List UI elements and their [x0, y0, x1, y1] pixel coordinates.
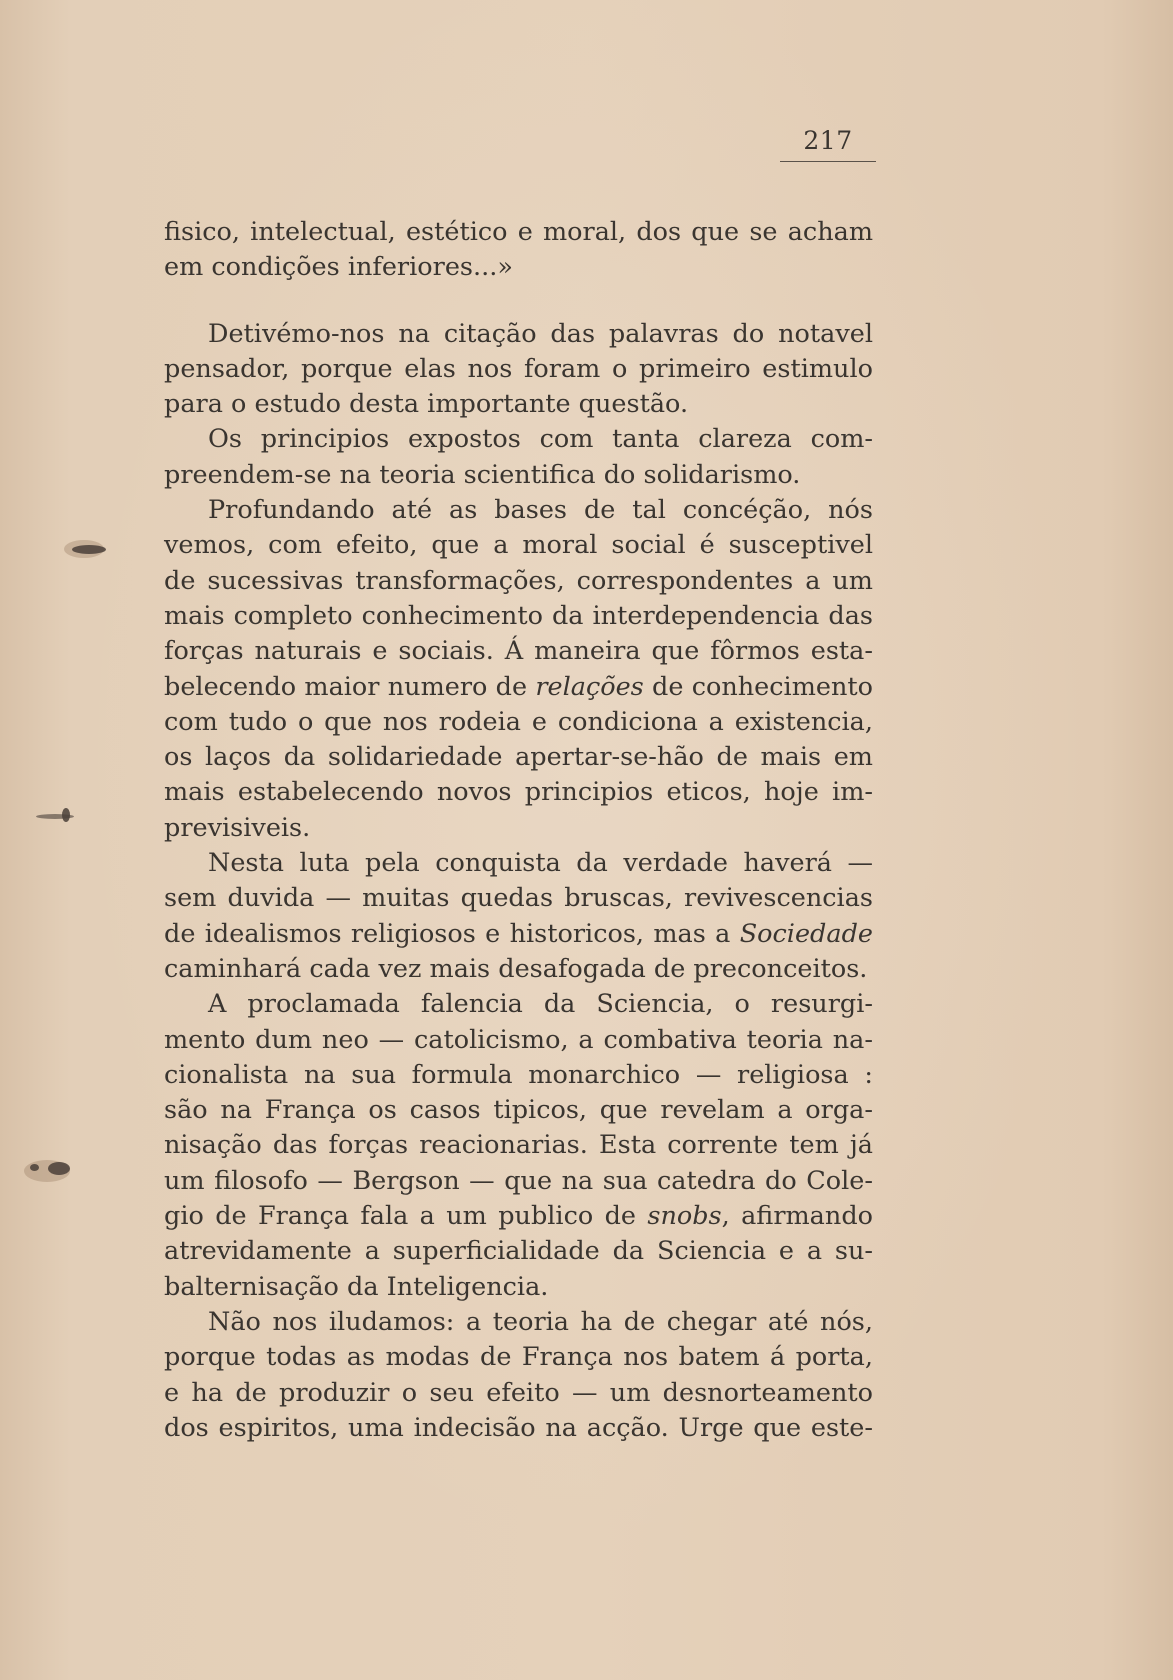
text-line: com tudo o que nos rodeia e condiciona a existencia, [164, 706, 873, 737]
text-line [164, 670, 873, 705]
text-line: caminhará cada vez mais desafogada de preconceitos. [164, 953, 868, 984]
text-line: forças naturais e sociais. Á maneira que fôrmos esta- [164, 636, 873, 667]
text-line: Os principios expostos com tanta clareza com- [208, 424, 873, 455]
text-line [164, 917, 873, 952]
binding-stain-top [72, 545, 106, 554]
text-line: Nesta luta pela conquista da verdade haverá — [208, 848, 873, 879]
text-line: cionalista na sua formula monarchico — religiosa : [164, 1059, 873, 1090]
text-line: dos espiritos, uma indecisão na acção. Urge que este- [164, 1412, 873, 1443]
text-segment: gio de França fala a um publico de [164, 1201, 648, 1232]
text-line: sem duvida — muitas quedas bruscas, revivescencias [164, 883, 873, 914]
text-line: fisico, intelectual, estético e moral, dos que se acham [164, 217, 873, 247]
text-line: porque todas as modas de França nos batem á porta, [164, 1342, 873, 1373]
text-line: vemos, com efeito, que a moral social é susceptivel [164, 530, 873, 561]
text-line: Profundando até as bases de tal concéção, nós [208, 495, 873, 526]
text-segment: belecendo maior numero de [164, 671, 536, 702]
text-line: os laços da solidariedade apertar-se-hão de mais em [164, 742, 873, 773]
body-text [164, 215, 873, 1446]
italic-text: relações [535, 671, 644, 702]
text-segment: , afirmando [721, 1201, 873, 1232]
text-line: um filosofo — Bergson — que na sua catedra do Cole- [164, 1165, 873, 1196]
binding-stain-bottom-dot [30, 1164, 39, 1171]
binding-stain-bottom [48, 1162, 70, 1175]
text-line: de sucessivas transformações, correspondentes a um [164, 565, 873, 596]
text-line [164, 1199, 873, 1234]
text-line: Detivémo-nos na citação das palavras do notavel [208, 318, 873, 349]
italic-text: Sociedade [739, 918, 873, 949]
page-number-header [780, 126, 876, 162]
text-line: A proclamada falencia da Sciencia, o resurgi- [208, 989, 873, 1020]
binding-stain-mark [62, 808, 70, 822]
page-number: 217 [803, 126, 853, 155]
text-line: e ha de produzir o seu efeito — um desnorteamento [164, 1377, 873, 1408]
text-line: previsiveis. [164, 812, 311, 843]
text-line: atrevidamente a superficialidade da Sciencia e a su- [164, 1236, 873, 1267]
text-line: Não nos iludamos: a teoria ha de chegar até nós, [208, 1306, 873, 1337]
italic-text: snobs [647, 1201, 722, 1232]
text-line: pensador, porque elas nos foram o primeiro estimulo [164, 353, 873, 384]
text-line: balternisação da Inteligencia. [164, 1271, 549, 1302]
text-line: mento dum neo — catolicismo, a combativa teoria na- [164, 1024, 873, 1055]
text-line: em condições inferiores...» [164, 252, 513, 283]
text-line: são na França os casos tipicos, que revelam a orga- [164, 1095, 873, 1126]
text-line: mais completo conhecimento da interdependencia das [164, 600, 873, 631]
text-line: mais estabelecendo novos principios eticos, hoje im- [164, 777, 873, 808]
text-line: para o estudo desta importante questão. [164, 389, 689, 420]
text-line: nisação das forças reacionarias. Esta corrente tem já [164, 1130, 873, 1161]
text-line: preendem-se na teoria scientifica do solidarismo. [164, 459, 801, 490]
text-segment: de idealismos religiosos e historicos, mas a [164, 918, 740, 949]
text-segment: de conhecimento [643, 671, 873, 702]
